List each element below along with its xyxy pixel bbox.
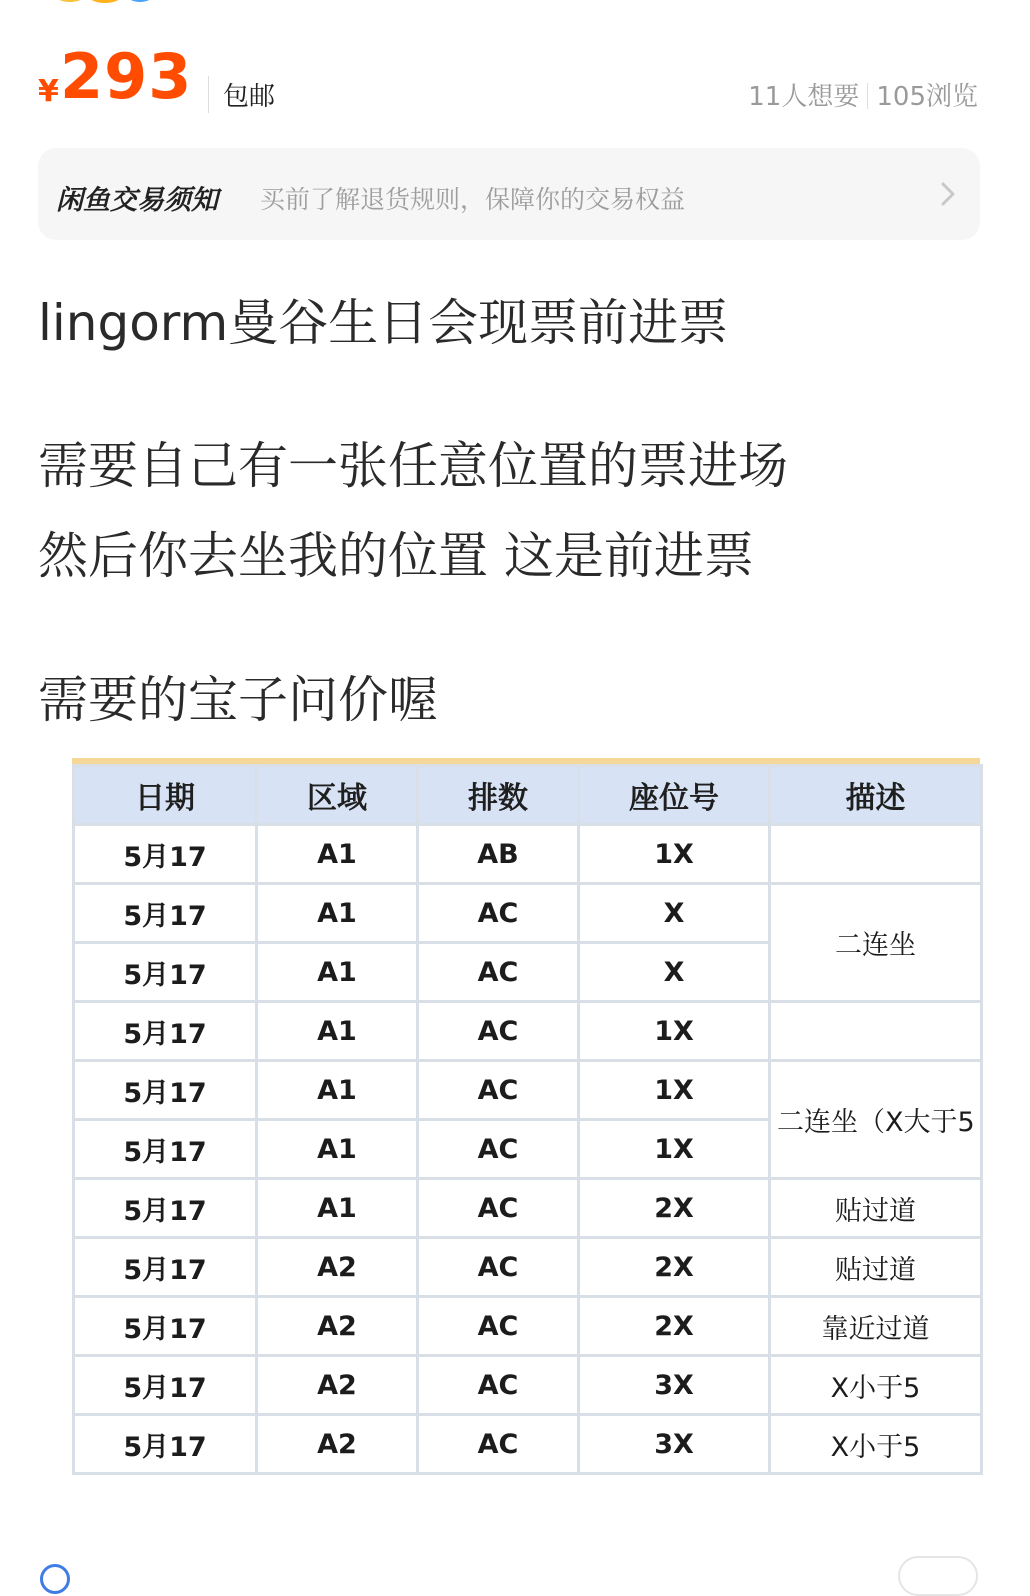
ticket-table-image[interactable] [72,758,980,1510]
notice-title: 闲鱼交易须知 [56,185,218,216]
cell-description: 靠近过道 [770,1297,982,1356]
header-zone: 区域 [257,766,418,825]
cell-description: X小于5 [770,1356,982,1415]
notice-text: 买前了解退货规则，保障你的交易权益 [260,185,686,214]
table-row [74,1238,982,1297]
cell-row: AC [418,1179,579,1238]
cell-description: X小于5 [770,1415,982,1474]
cell-seat: 2X [579,1238,770,1297]
cell-zone: A1 [257,1179,418,1238]
cell-description [770,1002,982,1061]
currency-symbol: ¥ [38,74,59,109]
cell-row: AC [418,1061,579,1120]
cell-date: 5月17 [74,1120,257,1179]
cell-date: 5月17 [74,1002,257,1061]
cell-row: AC [418,1356,579,1415]
cell-date: 5月17 [74,943,257,1002]
avatar-fragment[interactable] [40,1564,70,1594]
cell-description: 贴过道 [770,1238,982,1297]
cell-date: 5月17 [74,825,257,884]
header-description: 描述 [770,766,982,825]
cell-row: AC [418,1238,579,1297]
ticket-table [72,764,983,1475]
cell-description: 二连坐（X大于5 [770,1061,982,1179]
cell-zone: A1 [257,1120,418,1179]
cell-zone: A1 [257,825,418,884]
cell-row: AC [418,1297,579,1356]
table-row [74,825,982,884]
cell-seat: 3X [579,1356,770,1415]
logo-fragment-icon [50,0,160,6]
views-count: 105浏览 [876,82,978,112]
table-row [74,884,982,943]
cell-row: AC [418,943,579,1002]
header-date: 日期 [74,766,257,825]
cell-date: 5月17 [74,1061,257,1120]
cell-seat: 1X [579,1061,770,1120]
cell-description: 二连坐 [770,884,982,1002]
chevron-right-icon [936,180,960,208]
table-row [74,1179,982,1238]
cell-date: 5月17 [74,1297,257,1356]
cell-date: 5月17 [74,1179,257,1238]
shipping-label: 包邮 [208,76,275,113]
action-pill-fragment[interactable] [898,1556,978,1596]
cell-zone: A1 [257,1061,418,1120]
wants-count: 11人想要 [748,82,860,112]
cell-zone: A2 [257,1415,418,1474]
cell-zone: A2 [257,1356,418,1415]
header-row: 排数 [418,766,579,825]
description-line: 需要的宝子问价喔 [38,671,438,729]
stats-divider [867,83,868,109]
cell-date: 5月17 [74,1356,257,1415]
price-row [38,40,982,120]
cell-description: 贴过道 [770,1179,982,1238]
table-row [74,1356,982,1415]
table-row [74,1415,982,1474]
header-seat: 座位号 [579,766,770,825]
cell-zone: A1 [257,884,418,943]
cell-row: AC [418,1120,579,1179]
cell-row: AB [418,825,579,884]
cell-date: 5月17 [74,1238,257,1297]
cell-row: AC [418,1002,579,1061]
cell-seat: 1X [579,1002,770,1061]
cell-seat: 1X [579,1120,770,1179]
cell-zone: A2 [257,1297,418,1356]
cell-zone: A1 [257,943,418,1002]
trade-notice-banner[interactable] [38,148,980,240]
table-row [74,1297,982,1356]
cell-row: AC [418,1415,579,1474]
cell-seat: 2X [579,1179,770,1238]
cell-date: 5月17 [74,1415,257,1474]
item-title: lingorm曼谷生日会现票前进票 [38,294,729,352]
cell-seat: 2X [579,1297,770,1356]
table-row [74,1002,982,1061]
cell-description [770,825,982,884]
table-row [74,1061,982,1120]
cell-zone: A2 [257,1238,418,1297]
description-line: 然后你去坐我的位置 这是前进票 [38,527,754,585]
description-line: 需要自己有一张任意位置的票进场 [38,437,788,495]
cell-seat: 1X [579,825,770,884]
item-stats [748,76,978,113]
cell-date: 5月17 [74,884,257,943]
table-header-row [74,766,982,825]
cell-seat: X [579,943,770,1002]
cell-seat: X [579,884,770,943]
price-amount: 293 [60,40,193,113]
cell-zone: A1 [257,1002,418,1061]
cell-seat: 3X [579,1415,770,1474]
cell-row: AC [418,884,579,943]
